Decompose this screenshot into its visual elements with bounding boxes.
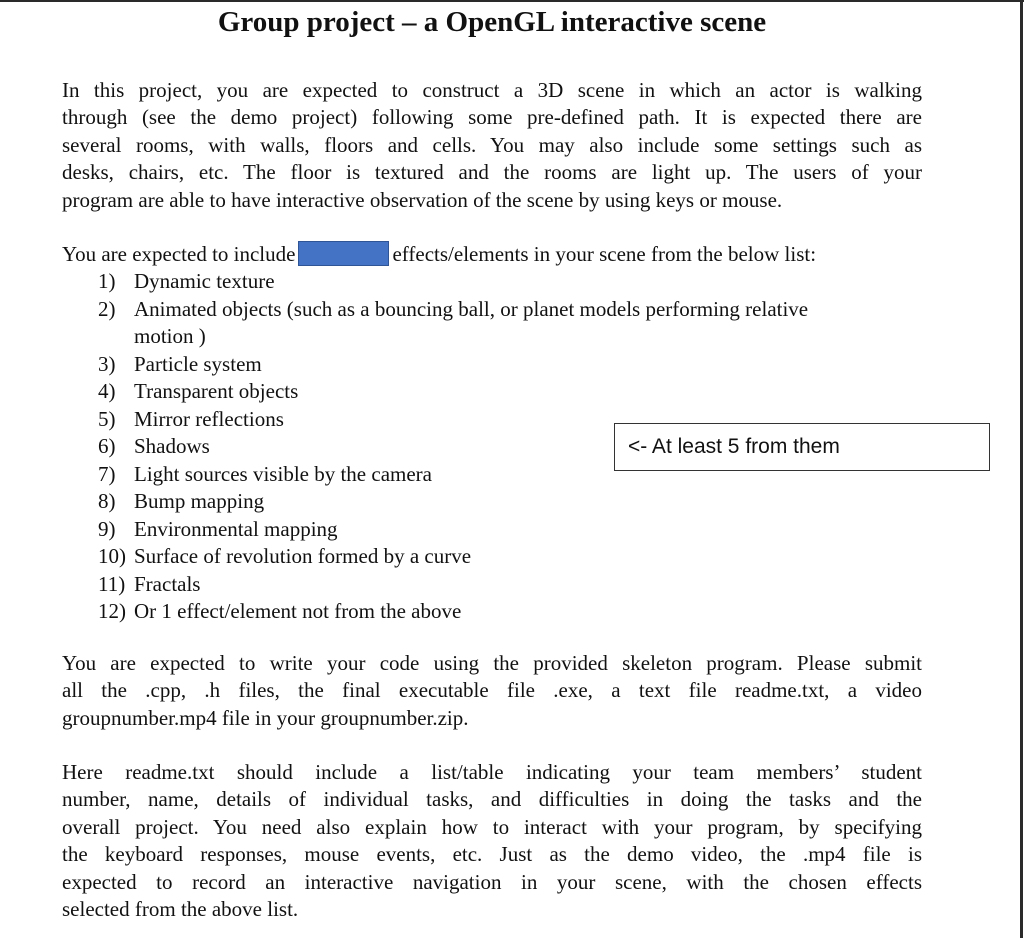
list-item-text: Mirror reflections (134, 406, 284, 431)
intro-line: several rooms, with walls, floors and cells. You may also include some settings such as (62, 132, 922, 157)
list-item-text-continued: motion ) (134, 324, 206, 348)
readme-line: expected to record an interactive navigation in your scene, with the chosen effects (62, 869, 922, 894)
submission-line: all the .cpp, .h files, the final executable file .exe, a text file readme.txt, a video (62, 678, 922, 703)
list-item-number: 10) (98, 544, 126, 568)
list-item-text: Or 1 effect/element not from the above (134, 599, 462, 623)
readme-line: selected from the above list. (62, 897, 299, 922)
readme-line: the keyboard responses, mouse events, etc. Just as the demo video, the .mp4 file is (62, 842, 922, 867)
list-item-number: 9) (98, 516, 116, 541)
intro-line: through (see the demo project) following some pre-defined path. It is expected there are (62, 105, 922, 130)
list-item-text: Environmental mapping (134, 516, 338, 541)
redacted-number-box (298, 241, 389, 266)
list-item (98, 296, 808, 351)
submission-paragraph (62, 650, 922, 732)
list-item (98, 268, 808, 296)
intro-line: desks, chairs, etc. The floor is textured and the rooms are light up. The users of your (62, 160, 922, 185)
list-item-text: Animated objects (such as a bouncing ball, or planet models performing relative (134, 296, 809, 321)
intro-paragraph (62, 77, 922, 214)
list-item (98, 543, 808, 571)
submission-line: groupnumber.mp4 file in your groupnumber.zip. (62, 705, 469, 730)
list-item-text: Light sources visible by the camera (134, 461, 432, 486)
list-item-number: 6) (98, 434, 116, 458)
list-item-number: 11) (98, 571, 126, 596)
list-item (98, 378, 808, 406)
intro-line: program are able to have interactive observation of the scene by using keys or mouse. (62, 187, 783, 212)
document-title: Group project – a OpenGL interactive scene (217, 6, 767, 38)
list-intro-before: You are expected to include (62, 242, 296, 266)
list-item (98, 351, 808, 379)
list-item-number: 3) (98, 351, 116, 376)
list-item-text: Surface of revolution formed by a curve (134, 544, 472, 568)
list-intro-sentence (62, 241, 816, 268)
list-item-number: 12) (98, 599, 126, 623)
list-item-text: Shadows (134, 434, 210, 458)
list-item-number: 8) (98, 489, 116, 513)
at-least-five-callout: <- At least 5 from them (614, 423, 990, 471)
list-item (98, 571, 808, 599)
list-item-text: Particle system (134, 351, 262, 376)
list-item-text: Fractals (134, 571, 201, 596)
list-item-text: Dynamic texture (134, 269, 275, 293)
list-item (98, 516, 808, 544)
readme-line: overall project. You need also explain how to interact with your program, by specifying (62, 814, 922, 839)
list-item-number: 4) (98, 379, 116, 403)
submission-line: You are expected to write your code using the provided skeleton program. Please submit (62, 651, 922, 675)
list-item-number: 1) (98, 269, 116, 293)
intro-line: In this project, you are expected to construct a 3D scene in which an actor is walking (62, 78, 922, 102)
list-item-text: Bump mapping (134, 489, 265, 513)
list-item (98, 598, 808, 626)
list-item-text: Transparent objects (134, 379, 299, 403)
page-top-border (0, 0, 1024, 2)
readme-line: Here readme.txt should include a list/table indicating your team members’ student (62, 760, 922, 784)
list-item-number: 7) (98, 461, 116, 486)
list-item-number: 2) (98, 296, 116, 321)
page-right-border (1020, 0, 1023, 938)
readme-paragraph (62, 759, 922, 923)
list-intro-after: effects/elements in your scene from the below list: (392, 242, 817, 266)
list-item-number: 5) (98, 406, 116, 431)
readme-line: number, name, details of individual tasks, and difficulties in doing the tasks and the (62, 787, 922, 812)
list-item (98, 488, 808, 516)
